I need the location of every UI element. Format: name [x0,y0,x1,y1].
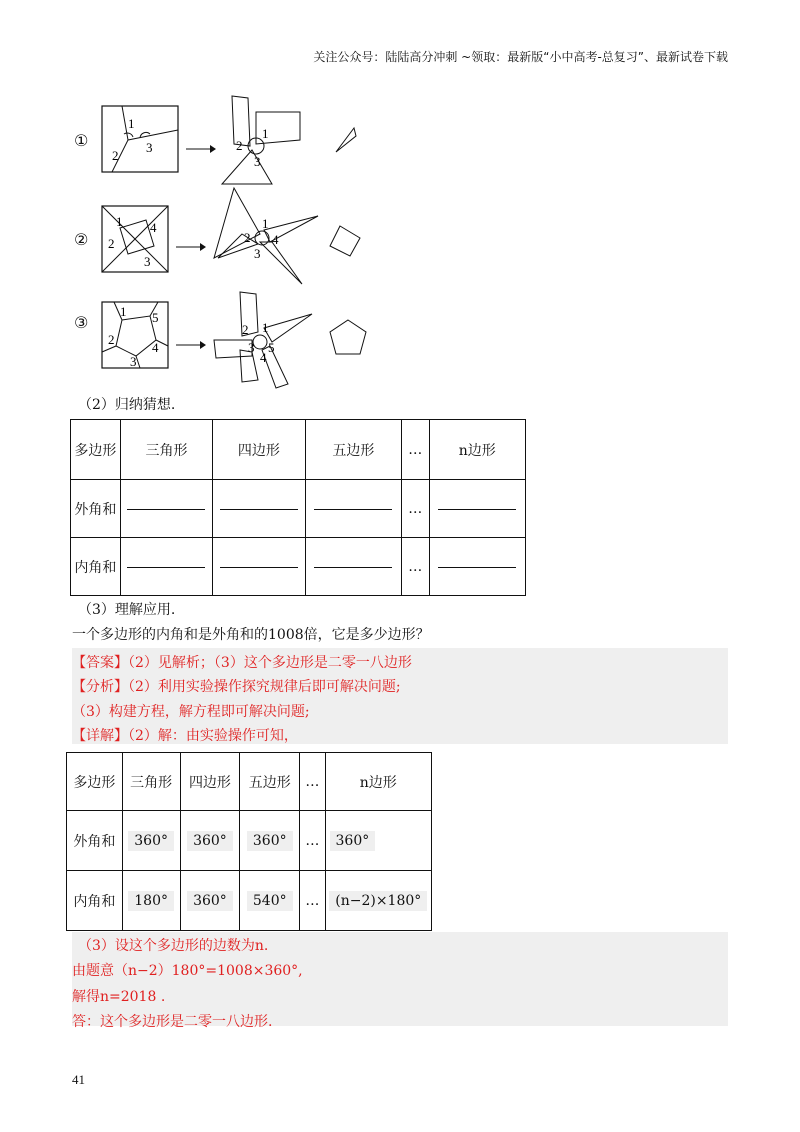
circled-label-2: ② [74,230,89,249]
circled-label-1: ① [74,131,89,150]
blank-line[interactable] [314,508,392,510]
blank-line[interactable] [438,508,516,510]
svg-text:2: 2 [108,236,115,251]
svg-text:4: 4 [150,220,157,235]
quadrilateral-shape-icon [328,224,362,262]
fig1a-label-2: 2 [112,148,119,163]
blank-line[interactable] [127,566,205,568]
blank-line[interactable] [220,508,298,510]
svg-text:4: 4 [260,350,267,365]
solution-line-1: （3）设这个多边形的边数为n. [78,938,269,954]
fig1a-label-3: 3 [146,140,153,155]
svg-text:3: 3 [248,340,255,355]
blank-line[interactable] [314,566,392,568]
svg-text:3: 3 [130,354,137,369]
svg-text:3: 3 [254,246,261,261]
pentagon-shape-icon [328,318,368,360]
svg-text:4: 4 [152,340,159,355]
detail-line: 【详解】（2）解：由实验操作可知， [72,728,298,744]
circled-label-3: ③ [74,313,89,332]
blank-line[interactable] [438,566,516,568]
figure-triangle-assembled [220,94,304,192]
question-text: 一个多边形的内角和是外角和的1008倍，它是多少边形？ [72,627,430,643]
arrow-icon [176,236,206,255]
figure-quadrilateral-assembled [212,186,322,290]
svg-text:2: 2 [244,230,251,245]
svg-text:1: 1 [116,214,123,229]
svg-text:1: 1 [262,216,269,231]
svg-text:4: 4 [272,232,279,247]
svg-text:1: 1 [120,304,127,319]
t1-header-polygon: 多边形 [71,420,121,480]
triangle-square-svg [100,104,180,174]
solution-line-4: 答：这个多边形是二零一八边形. [72,1014,273,1030]
figure-pentagon-cut [100,300,170,374]
svg-text:1: 1 [262,320,269,335]
section2-title: （2）归纳猜想. [78,397,176,413]
analysis-line: 【分析】（2）利用实验操作探究规律后即可解决问题; [72,679,401,695]
svg-text:3: 3 [254,154,261,169]
figure-quadrilateral-cut [100,204,170,278]
answer-table: 多边形 三角形 四边形 五边形 … n边形 外角和 360° 360° 360° … 360° 内角和 180° 360° 540° … (n−2)×180° [66,752,432,931]
arrow-icon [186,138,216,157]
svg-text:3: 3 [144,254,151,269]
answer-line: 【答案】（2）见解析；（3）这个多边形是二零一八边形 [72,655,412,671]
svg-text:5: 5 [152,310,159,325]
svg-text:2: 2 [108,332,115,347]
svg-text:1: 1 [262,126,269,141]
svg-text:2: 2 [236,138,243,153]
blank-line[interactable] [220,566,298,568]
solution-line-2: 由题意（n−2）180°=1008×360°, [72,963,303,979]
triangle-shape-icon [334,126,358,158]
arrow-icon [176,334,206,353]
section3-title: （3）理解应用. [78,602,176,618]
page-header: 关注公众号：陆陆高分冲刺 ~领取：最新版“小中高考-总复习”、最新试卷下载 [313,50,728,64]
fig1a-label-1: 1 [128,116,135,131]
page-number: 41 [72,1072,85,1087]
figure-pentagon-assembled [212,290,316,394]
guess-table: 多边形 三角形 四边形 五边形 … n边形 外角和 … 内角和 … [70,419,526,596]
solution-line-3: 解得n=2018 . [72,989,166,1005]
figure-triangle-cut [100,104,180,178]
svg-text:2: 2 [242,322,249,337]
svg-text:5: 5 [268,340,275,355]
blank-line[interactable] [127,508,205,510]
analysis-line-2: （3）构建方程，解方程即可解决问题; [72,704,310,720]
